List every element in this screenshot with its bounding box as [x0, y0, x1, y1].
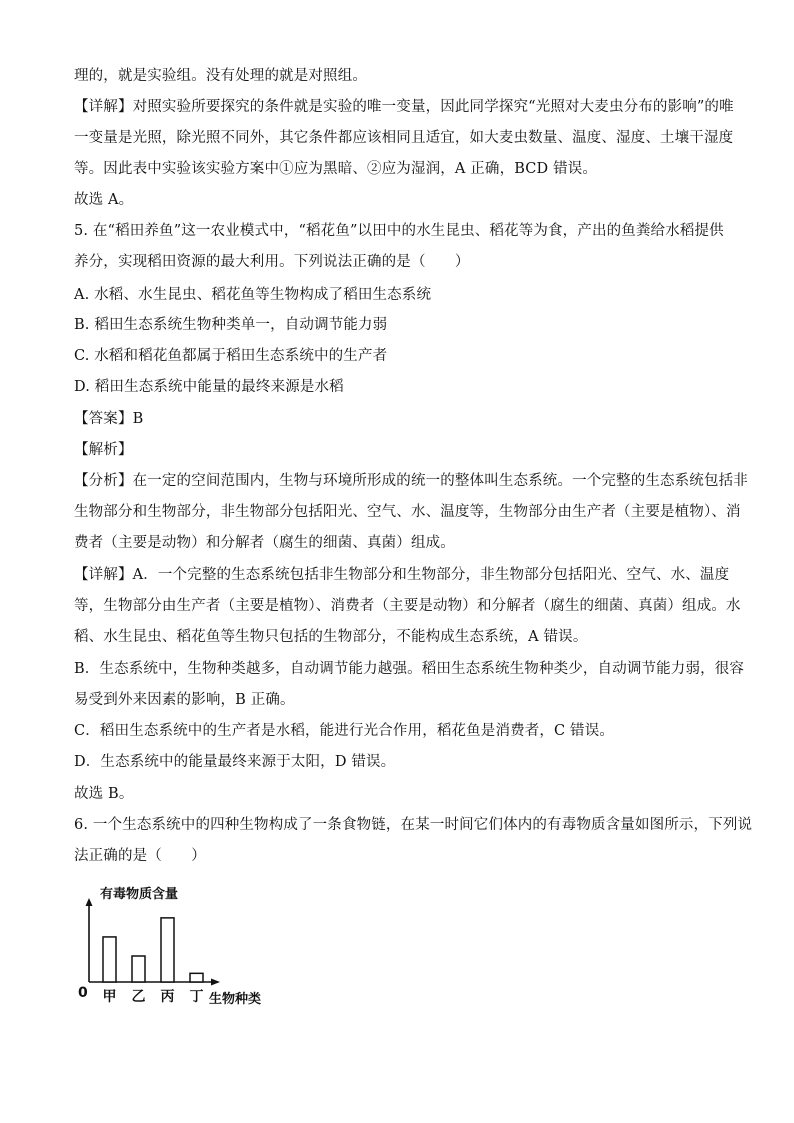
- y-axis-label: 有毒物质含量: [100, 887, 179, 902]
- bar-1: [132, 956, 145, 982]
- answer-line: 【答案】B: [74, 411, 144, 427]
- text-line: 【详解】对照实验所要探究的条件就是实验的唯一变量，因此同学探究“光照对大麦虫分布的影响”的唯: [74, 99, 734, 115]
- category-label-3: 丁: [189, 989, 204, 1005]
- question-6-stem: 法正确的是（ ）: [74, 848, 206, 864]
- text-line: 故选 B。: [74, 786, 134, 802]
- option-c: C. 水稻和稻花鱼都属于稻田生态系统中的生产者: [74, 348, 388, 364]
- text-line: 理的，就是实验组。没有处理的就是对照组。: [74, 68, 367, 84]
- text-line: 一变量是光照，除光照不同外，其它条件都应该相同且适宜，如大麦虫数量、温度、湿度、土壤干湿度: [74, 130, 734, 146]
- question-5-stem: 养分，实现稻田资源的最大利用。下列说法正确的是（ ）: [74, 254, 470, 270]
- option-a: A. 水稻、水生昆虫、稻花鱼等生物构成了稻田生态系统: [74, 287, 432, 303]
- analysis-heading: 【解析】: [74, 442, 133, 458]
- text-line: 稻、水生昆虫、稻花鱼等生物只包括的生物部分，不能构成生态系统，A 错误。: [74, 629, 588, 645]
- toxin-bar-chart: [70, 880, 290, 1015]
- text-line: 生物部分和生物部分，非生物部分包括阳光、空气、水、温度等，生物部分由生产者（主要是植物）、消: [74, 504, 741, 520]
- question-6-stem: 6. 一个生态系统中的四种生物构成了一条食物链，在某一时间它们体内的有毒物质含量如图所示，下列说: [74, 817, 753, 833]
- bar-2: [161, 918, 174, 982]
- text-line: 费者（主要是动物）和分解者（腐生的细菌、真菌）组成。: [74, 535, 455, 551]
- text-line: D．生态系统中的能量最终来源于太阳，D 错误。: [74, 754, 396, 770]
- text-line: 等，生物部分由生产者（主要是植物）、消费者（主要是动物）和分解者（腐生的细菌、真菌）组成。水: [74, 598, 741, 614]
- text-line: C．稻田生态系统中的生产者是水稻，能进行光合作用，稻花鱼是消费者，C 错误。: [74, 723, 614, 739]
- category-label-2: 丙: [160, 989, 175, 1005]
- category-label-0: 甲: [102, 989, 117, 1005]
- bar-0: [103, 937, 116, 982]
- text-line: 等。因此表中实验该实验方案中①应为黑暗、②应为湿润，A 正确，BCD 错误。: [74, 161, 598, 177]
- option-d: D. 稻田生态系统中能量的最终来源是水稻: [74, 379, 344, 395]
- text-line: 易受到外来因素的影响，B 正确。: [74, 692, 295, 708]
- x-axis-arrow: [211, 979, 220, 986]
- text-line: 【详解】A．一个完整的生态系统包括非生物部分和生物部分，非生物部分包括阳光、空气、水、温度: [74, 567, 730, 583]
- category-label-1: 乙: [131, 989, 146, 1005]
- y-axis-arrow: [86, 898, 93, 906]
- text-line: 故选 A。: [74, 192, 134, 208]
- bars: [103, 918, 203, 982]
- option-b: B. 稻田生态系统生物种类单一，自动调节能力弱: [74, 317, 388, 333]
- category-labels: [103, 989, 204, 1005]
- x-axis-label: 生物种类: [209, 992, 262, 1007]
- text-line: 【分析】在一定的空间范围内，生物与环境所形成的统一的整体叫生态系统。一个完整的生态系统包括非: [74, 473, 748, 489]
- origin-label: 0: [78, 985, 88, 1001]
- bar-3: [190, 973, 203, 982]
- question-5-stem: 5. 在“稻田养鱼”这一农业模式中，“稻花鱼”以田中的水生昆虫、稻花等为食，产出的鱼粪给水稻提供: [74, 223, 724, 239]
- text-line: B．生态系统中，生物种类越多，自动调节能力越强。稻田生态系统生物种类少，自动调节能力弱，很容: [74, 661, 745, 677]
